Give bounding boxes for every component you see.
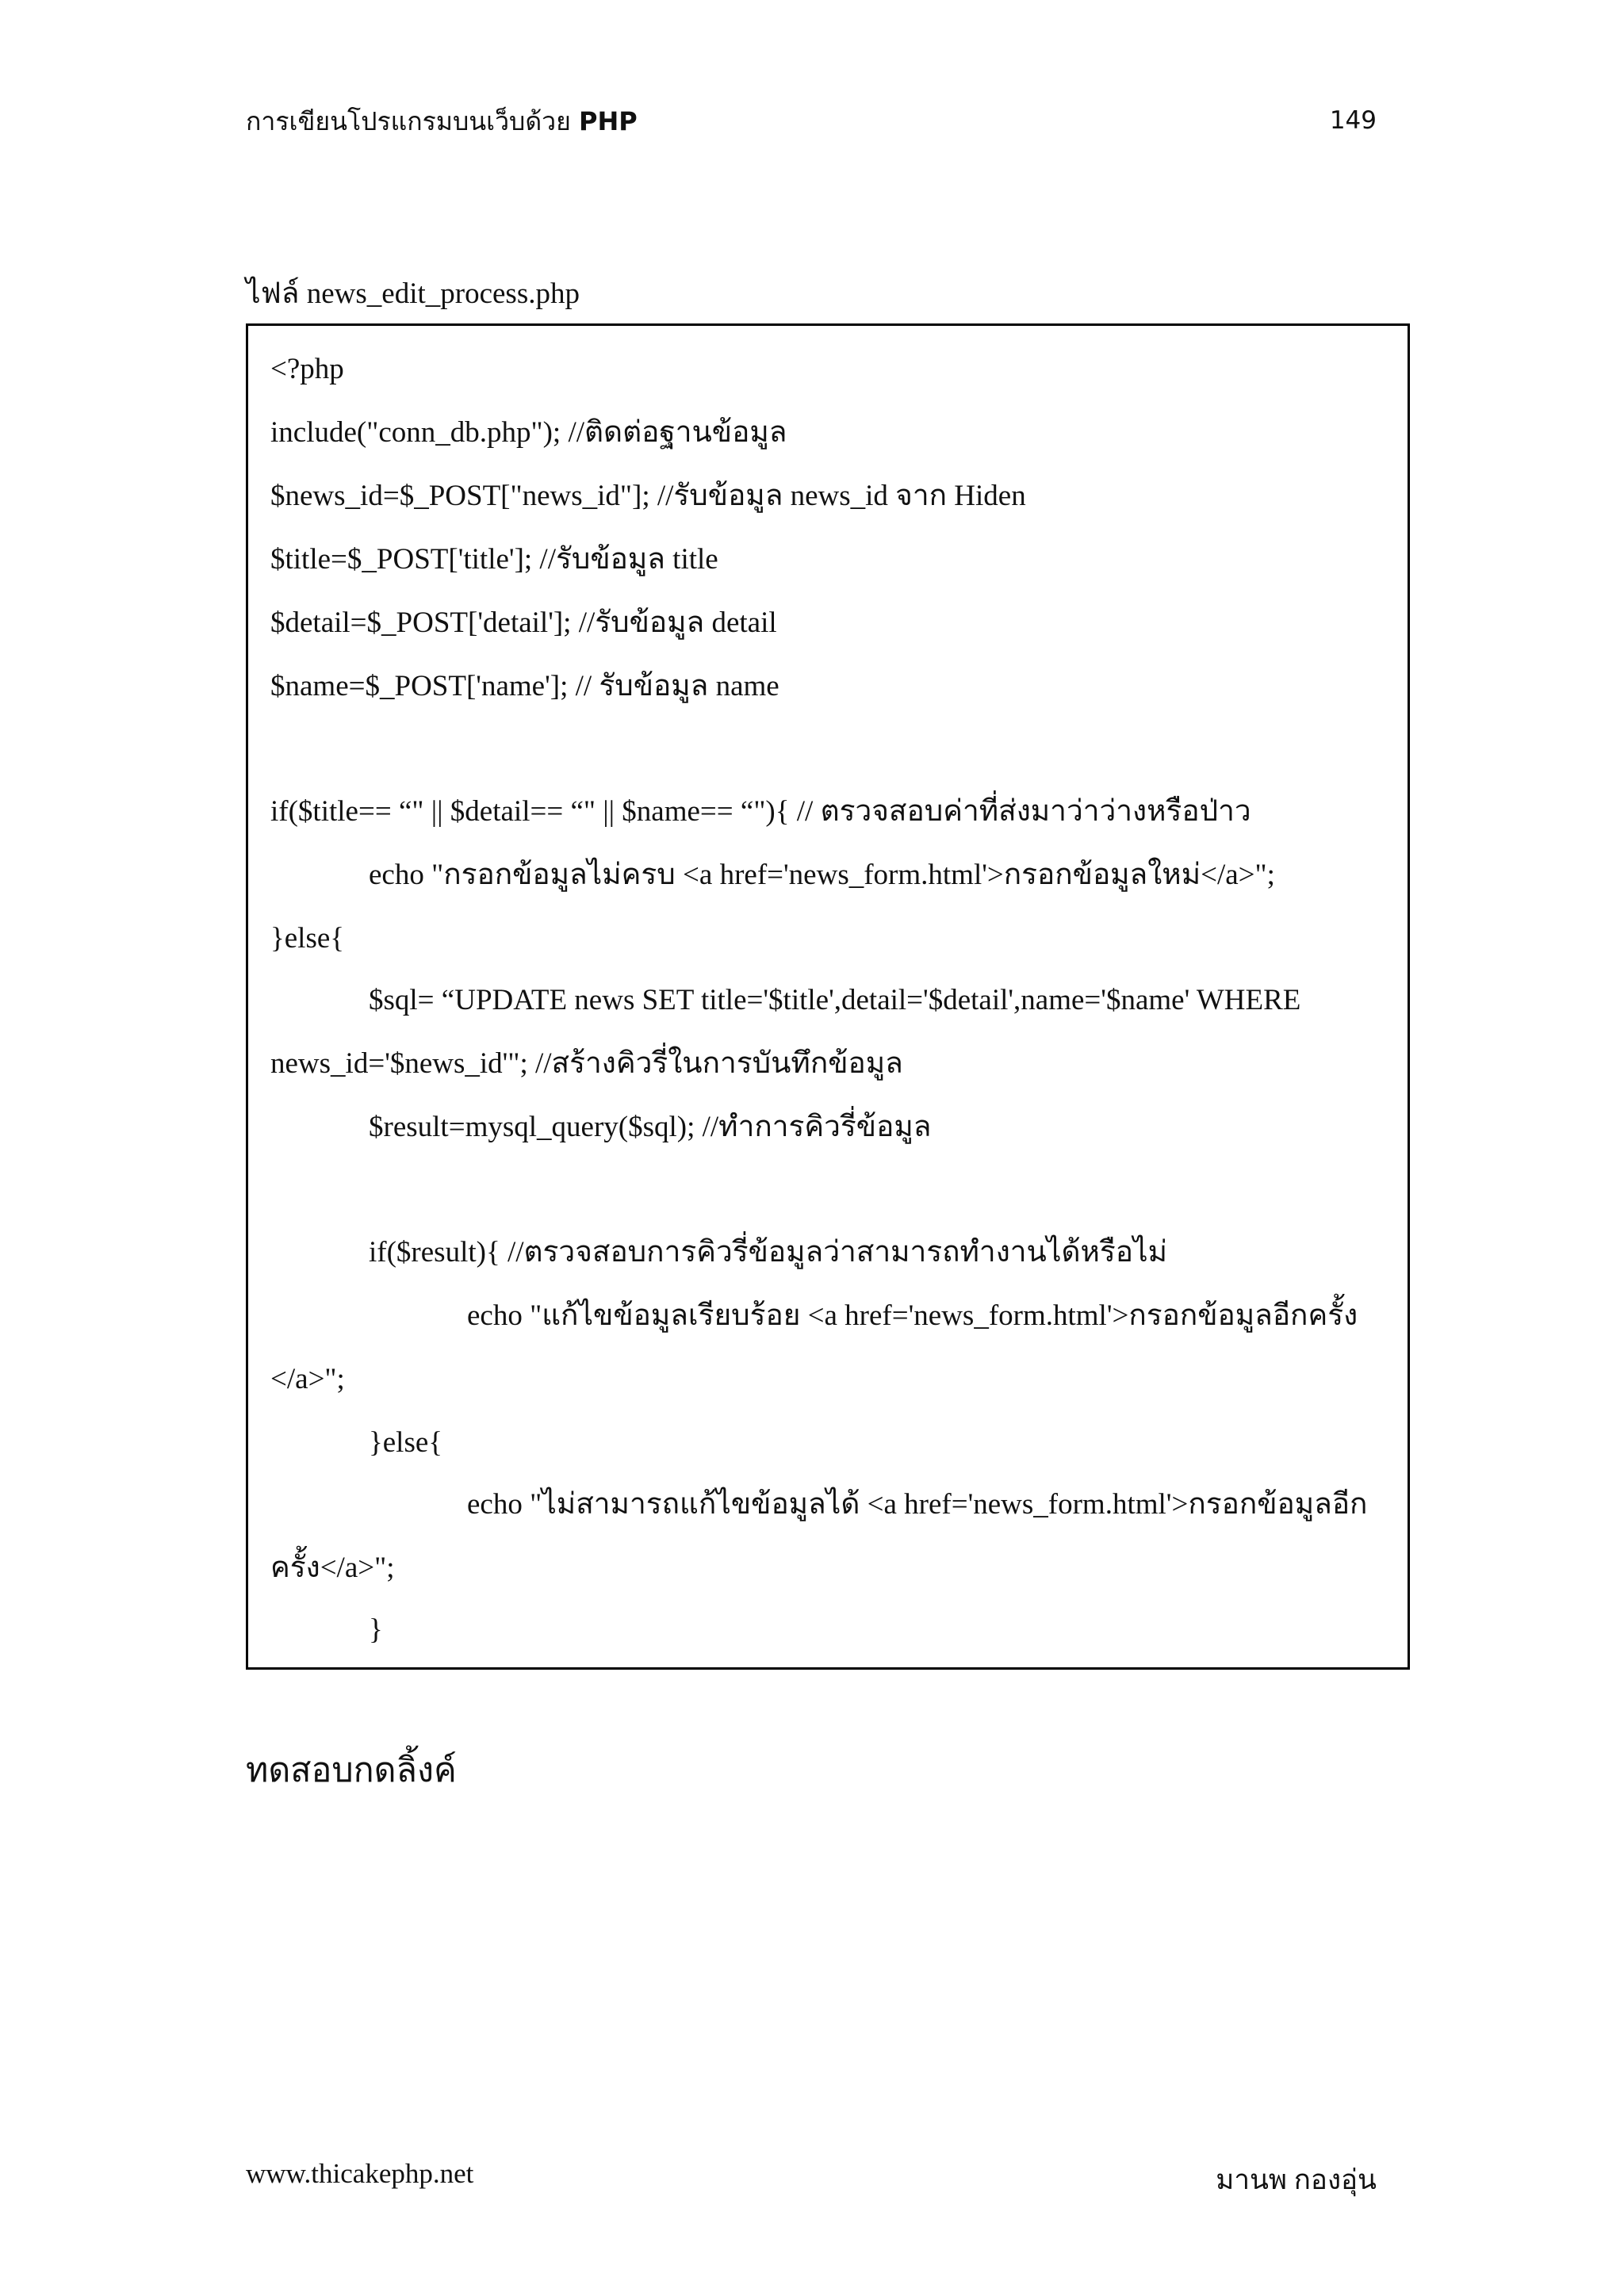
code-line: }else{: [270, 922, 345, 955]
code-line: $detail=$_POST['detail']; //รับข้อมูล detail: [270, 607, 777, 639]
code-line: echo "ไม่สามารถแก้ไขข้อมูลได้ <a href='news_form.html'>กรอกข้อมูลอีก: [467, 1488, 1368, 1521]
code-line: <?php: [270, 353, 344, 385]
code-line: if($result){ //ตรวจสอบการคิวรี่ข้อมูลว่าสามารถทำงานได้หรือไม่: [369, 1236, 1167, 1269]
code-box: [246, 323, 1410, 1670]
header-title-thai: การเขียนโปรแกรมบนเว็บด้วย: [246, 106, 580, 136]
header-title-php: PHP: [579, 106, 638, 136]
code-line: </a>";: [270, 1363, 345, 1395]
code-line: include("conn_db.php"); //ติดต่อฐานข้อมูล: [270, 416, 787, 449]
code-line: if($title== “" || $detail== “" || $name== “"){ // ตรวจสอบค่าที่ส่งมาว่าว่างหรือป่าว: [270, 795, 1251, 828]
footer-author: มานพ กองอุ่น: [1216, 2164, 1377, 2195]
page-number: 149: [1329, 106, 1377, 135]
code-line: $title=$_POST['title']; //รับข้อมูล title: [270, 543, 718, 576]
code-line: ครั้ง</a>";: [270, 1552, 395, 1584]
code-line: echo "กรอกข้อมูลไม่ครบ <a href='news_form.html'>กรอกข้อมูลใหม่</a>";: [369, 859, 1275, 891]
file-caption: ไฟล์ news_edit_process.php: [246, 277, 580, 310]
footer-website: www.thicakephp.net: [246, 2158, 474, 2189]
code-line: $name=$_POST['name']; // รับข้อมูล name: [270, 670, 779, 702]
code-line: }: [369, 1613, 383, 1646]
code-line: $sql= “UPDATE news SET title='$title',detail='$detail',name='$name' WHERE: [369, 984, 1301, 1016]
code-line: }else{: [369, 1426, 443, 1459]
code-line: news_id='$news_id'"; //สร้างคิวรี่ในการบันทึกข้อมูล: [270, 1047, 903, 1080]
test-link-instruction: ทดสอบกดลิ้งค์: [246, 1752, 457, 1789]
code-line: $result=mysql_query($sql); //ทำการคิวรี่ข้อมูล: [369, 1111, 932, 1143]
code-line: $news_id=$_POST["news_id"]; //รับข้อมูล news_id จาก Hiden: [270, 480, 1026, 512]
running-header: [246, 101, 638, 142]
code-line: echo "แก้ไขข้อมูลเรียบร้อย <a href='news_form.html'>กรอกข้อมูลอีกครั้ง: [467, 1299, 1358, 1332]
